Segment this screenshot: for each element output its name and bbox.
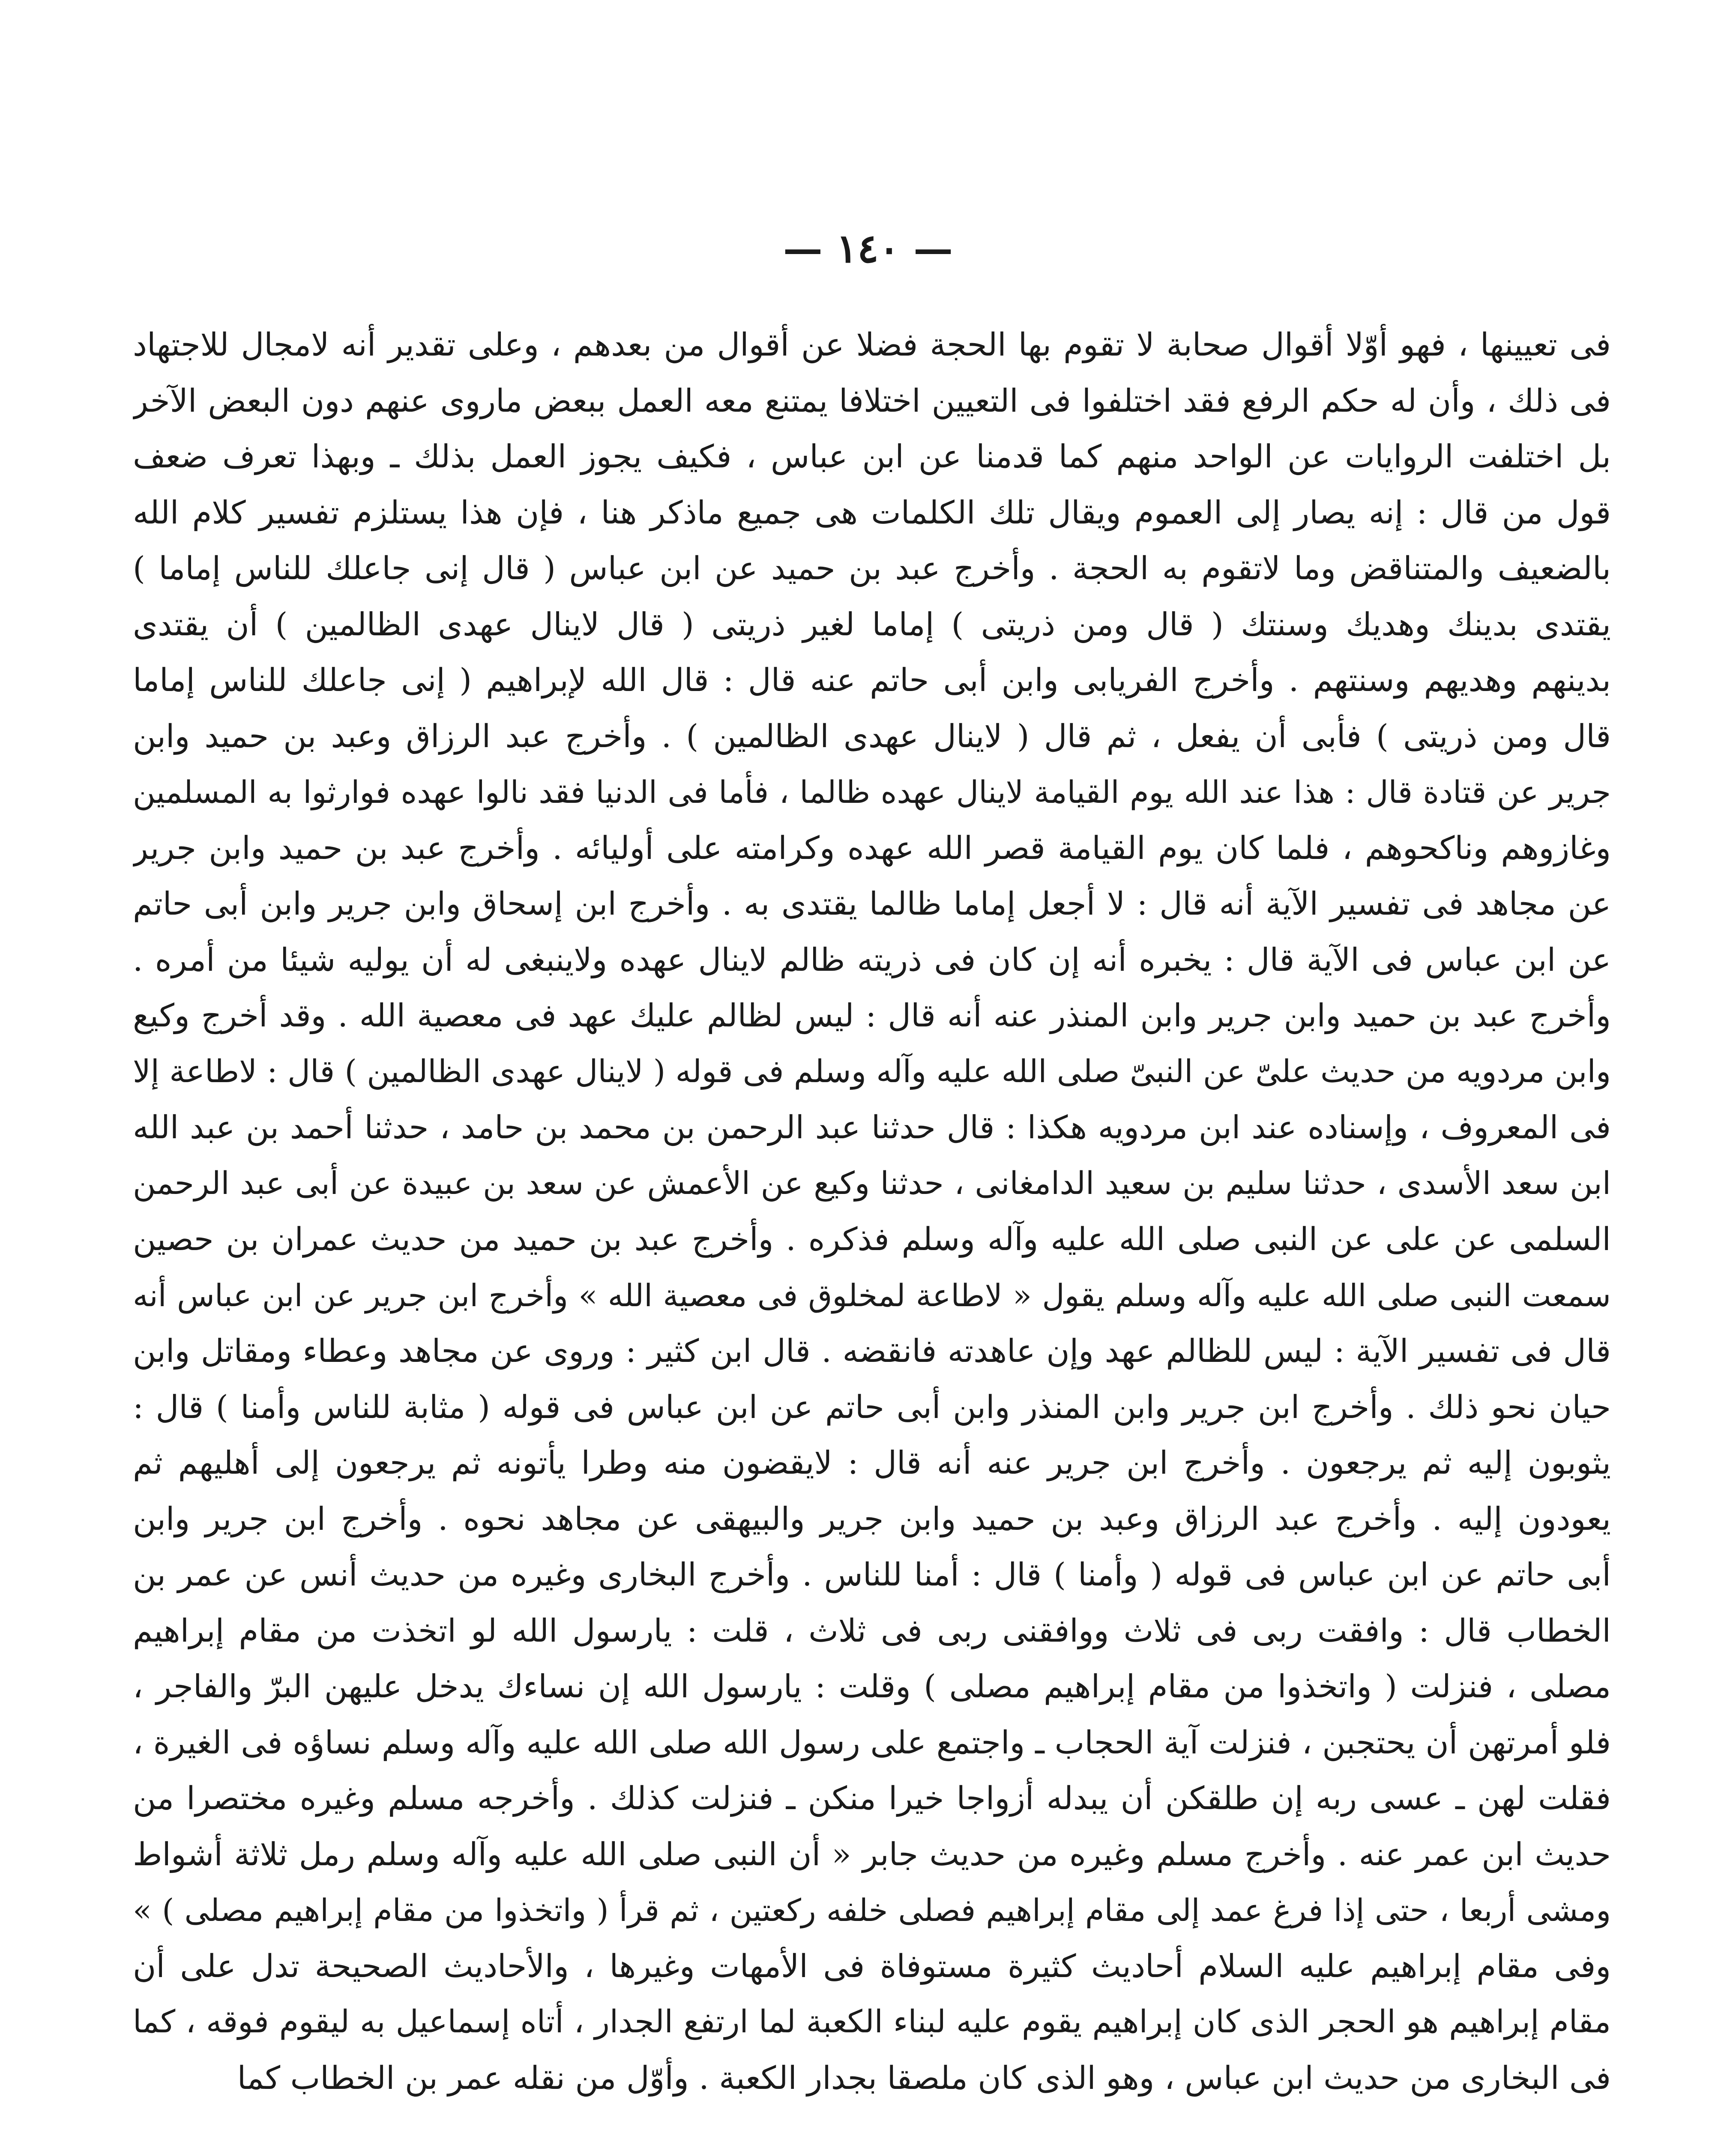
text-line: سمعت النبى صلى الله عليه وآله وسلم يقول « لاطاعة لمخلوق فى معصية الله » وأخرج ابن جرير عن ابن عباس أنه xyxy=(133,1277,1611,1313)
text-line: مقام إبراهيم هو الحجر الذى كان إبراهيم يقوم عليه لبناء الكعبة لما ارتفع الجدار ، أتاه إسماعيل به ليقوم فوقه ، كما xyxy=(133,2004,1611,2040)
text-line: فى المعروف ، وإسناده عند ابن مردويه هكذا : قال حدثنا عبد الرحمن بن محمد بن حامد ، حدثنا أحمد بن عبد الله xyxy=(133,1109,1611,1146)
text-line: وابن مردويه من حديث علىّ عن النبىّ صلى الله عليه وآله وسلم فى قوله ( لاينال عهدى الظالمين ) قال : لاطاعة إلا xyxy=(133,1053,1611,1090)
text-line: وأخرج عبد بن حميد وابن جرير وابن المنذر عنه أنه قال : ليس لظالم عليك عهد فى معصية الله . وقد أخرج وكيع xyxy=(133,997,1611,1034)
text-line: فلو أمرتهن أن يحتجبن ، فنزلت آية الحجاب ـ واجتمع على رسول الله صلى الله عليه وآله وسلم نساؤه فى الغيرة ، xyxy=(133,1724,1611,1761)
text-line: بدينهم وهديهم وسنتهم . وأخرج الفريابى وابن أبى حاتم عنه قال : قال الله لإبراهيم ( إنى جاعلك للناس إماما xyxy=(133,662,1611,699)
body-text xyxy=(133,317,1611,2106)
text-line: أبى حاتم عن ابن عباس فى قوله ( وأمنا ) قال : أمنا للناس . وأخرج البخارى وغيره من حديث أنس عن عمر بن xyxy=(133,1556,1611,1593)
text-line: فى البخارى من حديث ابن عباس ، وهو الذى كان ملصقا بجدار الكعبة . وأوّل من نقله عمر بن الخطاب كما xyxy=(237,2059,1611,2097)
text-line: يثوبون إليه ثم يرجعون . وأخرج ابن جرير عنه أنه قال : لايقضون منه وطرا يأتونه ثم يرجعون إلى أهليهم ثم xyxy=(133,1445,1611,1481)
text-line: يعودون إليه . وأخرج عبد الرزاق وعبد بن حميد وابن جرير والبيهقى عن مجاهد نحوه . وأخرج ابن جرير وابن xyxy=(133,1500,1611,1538)
text-line: بالضعيف والمتناقض وما لاتقوم به الحجة . وأخرج عبد بن حميد عن ابن عباس ( قال إنى جاعلك للناس إماما ) xyxy=(133,550,1611,587)
text-line: ومشى أربعا ، حتى إذا فرغ عمد إلى مقام إبراهيم فصلى خلفه ركعتين ، ثم قرأ ( واتخذوا من مقام إبراهيم مصلى ) » xyxy=(133,1892,1611,1928)
text-line: يقتدى بدينك وهديك وسنتك ( قال ومن ذريتى ) إماما لغير ذريتى ( قال لاينال عهدى الظالمين ) أن يقتدى xyxy=(133,606,1611,643)
text-line: الخطاب قال : وافقت ربى فى ثلاث ووافقنى ربى فى ثلاث ، قلت : يارسول الله لو اتخذت من مقام إبراهيم xyxy=(133,1612,1611,1649)
text-line: وغازوهم وناكحوهم ، فلما كان يوم القيامة قصر الله عهده وكرامته على أوليائه . وأخرج عبد بن حميد وابن جرير xyxy=(133,829,1611,867)
text-line: فى تعيينها ، فهو أوّلا أقوال صحابة لا تقوم بها الحجة فضلا عن أقوال من بعدهم ، وعلى تقدير أنه لامجال للاجتهاد xyxy=(133,326,1611,363)
text-line: السلمى عن على عن النبى صلى الله عليه وآله وسلم فذكره . وأخرج عبد بن حميد من حديث عمران بن حصين xyxy=(133,1221,1611,1258)
text-line: قول من قال : إنه يصار إلى العموم ويقال تلك الكلمات هى جميع ماذكر هنا ، فإن هذا يستلزم تفسير كلام الله xyxy=(133,494,1611,531)
text-line: مصلى ، فنزلت ( واتخذوا من مقام إبراهيم مصلى ) وقلت : يارسول الله إن نساءك يدخل عليهن البرّ والفاجر ، xyxy=(133,1668,1611,1705)
text-line: وفى مقام إبراهيم عليه السلام أحاديث كثيرة مستوفاة فى الأمهات وغيرها ، والأحاديث الصحيحة تدل على أن xyxy=(133,1948,1611,1985)
text-line: قال فى تفسير الآية : ليس للظالم عهد وإن عاهدته فانقضه . قال ابن كثير : وروى عن مجاهد وعطاء ومقاتل وابن xyxy=(133,1333,1611,1370)
text-line: عن ابن عباس فى الآية قال : يخبره أنه إن كان فى ذريته ظالم لاينال عهده ولاينبغى له أن يوليه شيئا من أمره . xyxy=(133,941,1611,978)
text-line: جرير عن قتادة قال : هذا عند الله يوم القيامة لاينال عهده ظالما ، فأما فى الدنيا فقد نالوا عهده فوارثوا به المسلمين xyxy=(133,774,1611,810)
text-line: ابن سعد الأسدى ، حدثنا سليم بن سعيد الدامغانى ، حدثنا وكيع عن الأعمش عن سعد بن عبيدة عن أبى عبد الرحمن xyxy=(133,1165,1611,1202)
text-line: حيان نحو ذلك . وأخرج ابن جرير وابن المنذر وابن أبى حاتم عن ابن عباس فى قوله ( مثابة للناس وأمنا ) قال : xyxy=(133,1388,1611,1426)
page-number: — ١٤٠ — xyxy=(783,225,953,272)
text-line: بل اختلفت الروايات عن الواحد منهم كما قدمنا عن ابن عباس ، فكيف يجوز العمل بذلك ـ وبهذا تعرف ضعف xyxy=(133,438,1611,475)
text-line: فقلت لهن ـ عسى ربه إن طلقكن أن يبدله أزواجا خيرا منكن ـ فنزلت كذلك . وأخرجه مسلم وغيره مختصرا من xyxy=(133,1780,1611,1817)
text-line: حديث ابن عمر عنه . وأخرج مسلم وغيره من حديث جابر « أن النبى صلى الله عليه وآله وسلم رمل ثلاثة أشواط xyxy=(133,1836,1611,1873)
text-line: عن مجاهد فى تفسير الآية أنه قال : لا أجعل إماما ظالما يقتدى به . وأخرج ابن إسحاق وابن جرير وابن أبى حاتم xyxy=(133,886,1611,922)
text-line: فى ذلك ، وأن له حكم الرفع فقد اختلفوا فى التعيين اختلافا يمتنع معه العمل ببعض ماروى عنهم دون البعض الآخر xyxy=(133,382,1611,419)
text-line: قال ومن ذريتى ) فأبى أن يفعل ، ثم قال ( لاينال عهدى الظالمين ) . وأخرج عبد الرزاق وعبد بن حميد وابن xyxy=(133,718,1611,755)
